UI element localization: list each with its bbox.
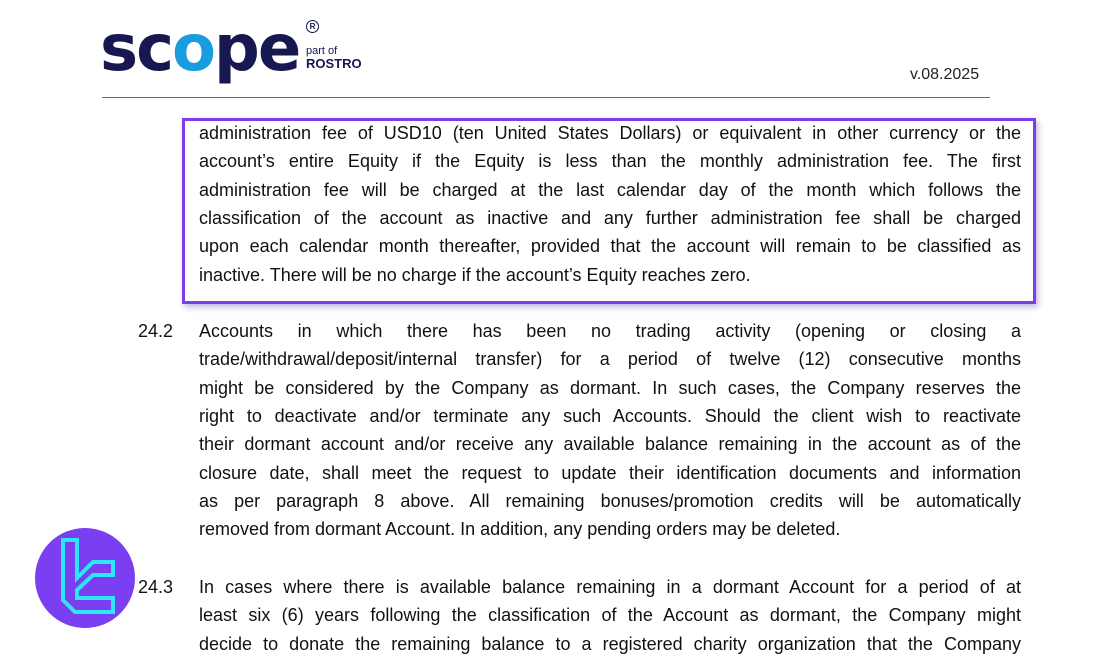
scope-logo (100, 12, 380, 88)
section-line: their dormant account and/or receive any available balance remaining in the account as of the (199, 434, 1021, 455)
tradingfinder-badge-icon (35, 528, 135, 628)
header-divider (102, 97, 990, 98)
highlight-line: classification of the account as inactive and any further administration fee shall be charged (199, 207, 1021, 228)
section-number: 24.2 (138, 321, 174, 341)
highlight-line: upon each calendar month thereafter, provided that the account will remain to be classified as (199, 236, 1021, 257)
section-line: closure date, shall meet the request to update their identification documents and information (199, 462, 1021, 483)
section-line: as per paragraph 8 above. All remaining bonuses/promotion credits will be automatically (199, 490, 1021, 511)
section-line: Accounts in which there has been no trading activity (opening or closing a (199, 321, 1021, 341)
logo-rostro: ROSTRO (306, 56, 362, 71)
highlight-line: account’s entire Equity if the Equity is less than the monthly administration fee. The first (199, 151, 1021, 172)
section-line: In cases where there is available balance remaining in a dormant Account for a period of at (199, 577, 1021, 597)
logo-part-of: part of (306, 45, 338, 57)
highlight-line: administration fee of USD10 (ten United States Dollars) or equivalent in other currency or the (199, 123, 1021, 143)
document-version: v.08.2025 (910, 66, 980, 83)
logo-wordmark: scope (100, 12, 300, 86)
section-line: trade/withdrawal/deposit/internal transfer) for a period of twelve (12) consecutive months (199, 349, 1021, 370)
section-number: 24.3 (138, 577, 174, 597)
rostro-mark-icon: R (306, 20, 319, 33)
highlight-line: administration fee will be charged at the last calendar day of the month which follows the (199, 179, 1021, 200)
highlight-line: inactive. There will be no charge if the account’s Equity reaches zero. (199, 264, 751, 285)
section-line: least six (6) years following the classification of the Account as dormant, the Company might (199, 605, 1021, 626)
section-line: decide to donate the remaining balance to a registered charity organization that the Company (199, 633, 1021, 654)
section-line: removed from dormant Account. In addition, any pending orders may be deleted. (199, 519, 841, 540)
section-line: right to deactivate and/or terminate any such Accounts. Should the client wish to reactivate (199, 405, 1021, 426)
section-line: might be considered by the Company as dormant. In such cases, the Company reserves the (199, 377, 1021, 398)
